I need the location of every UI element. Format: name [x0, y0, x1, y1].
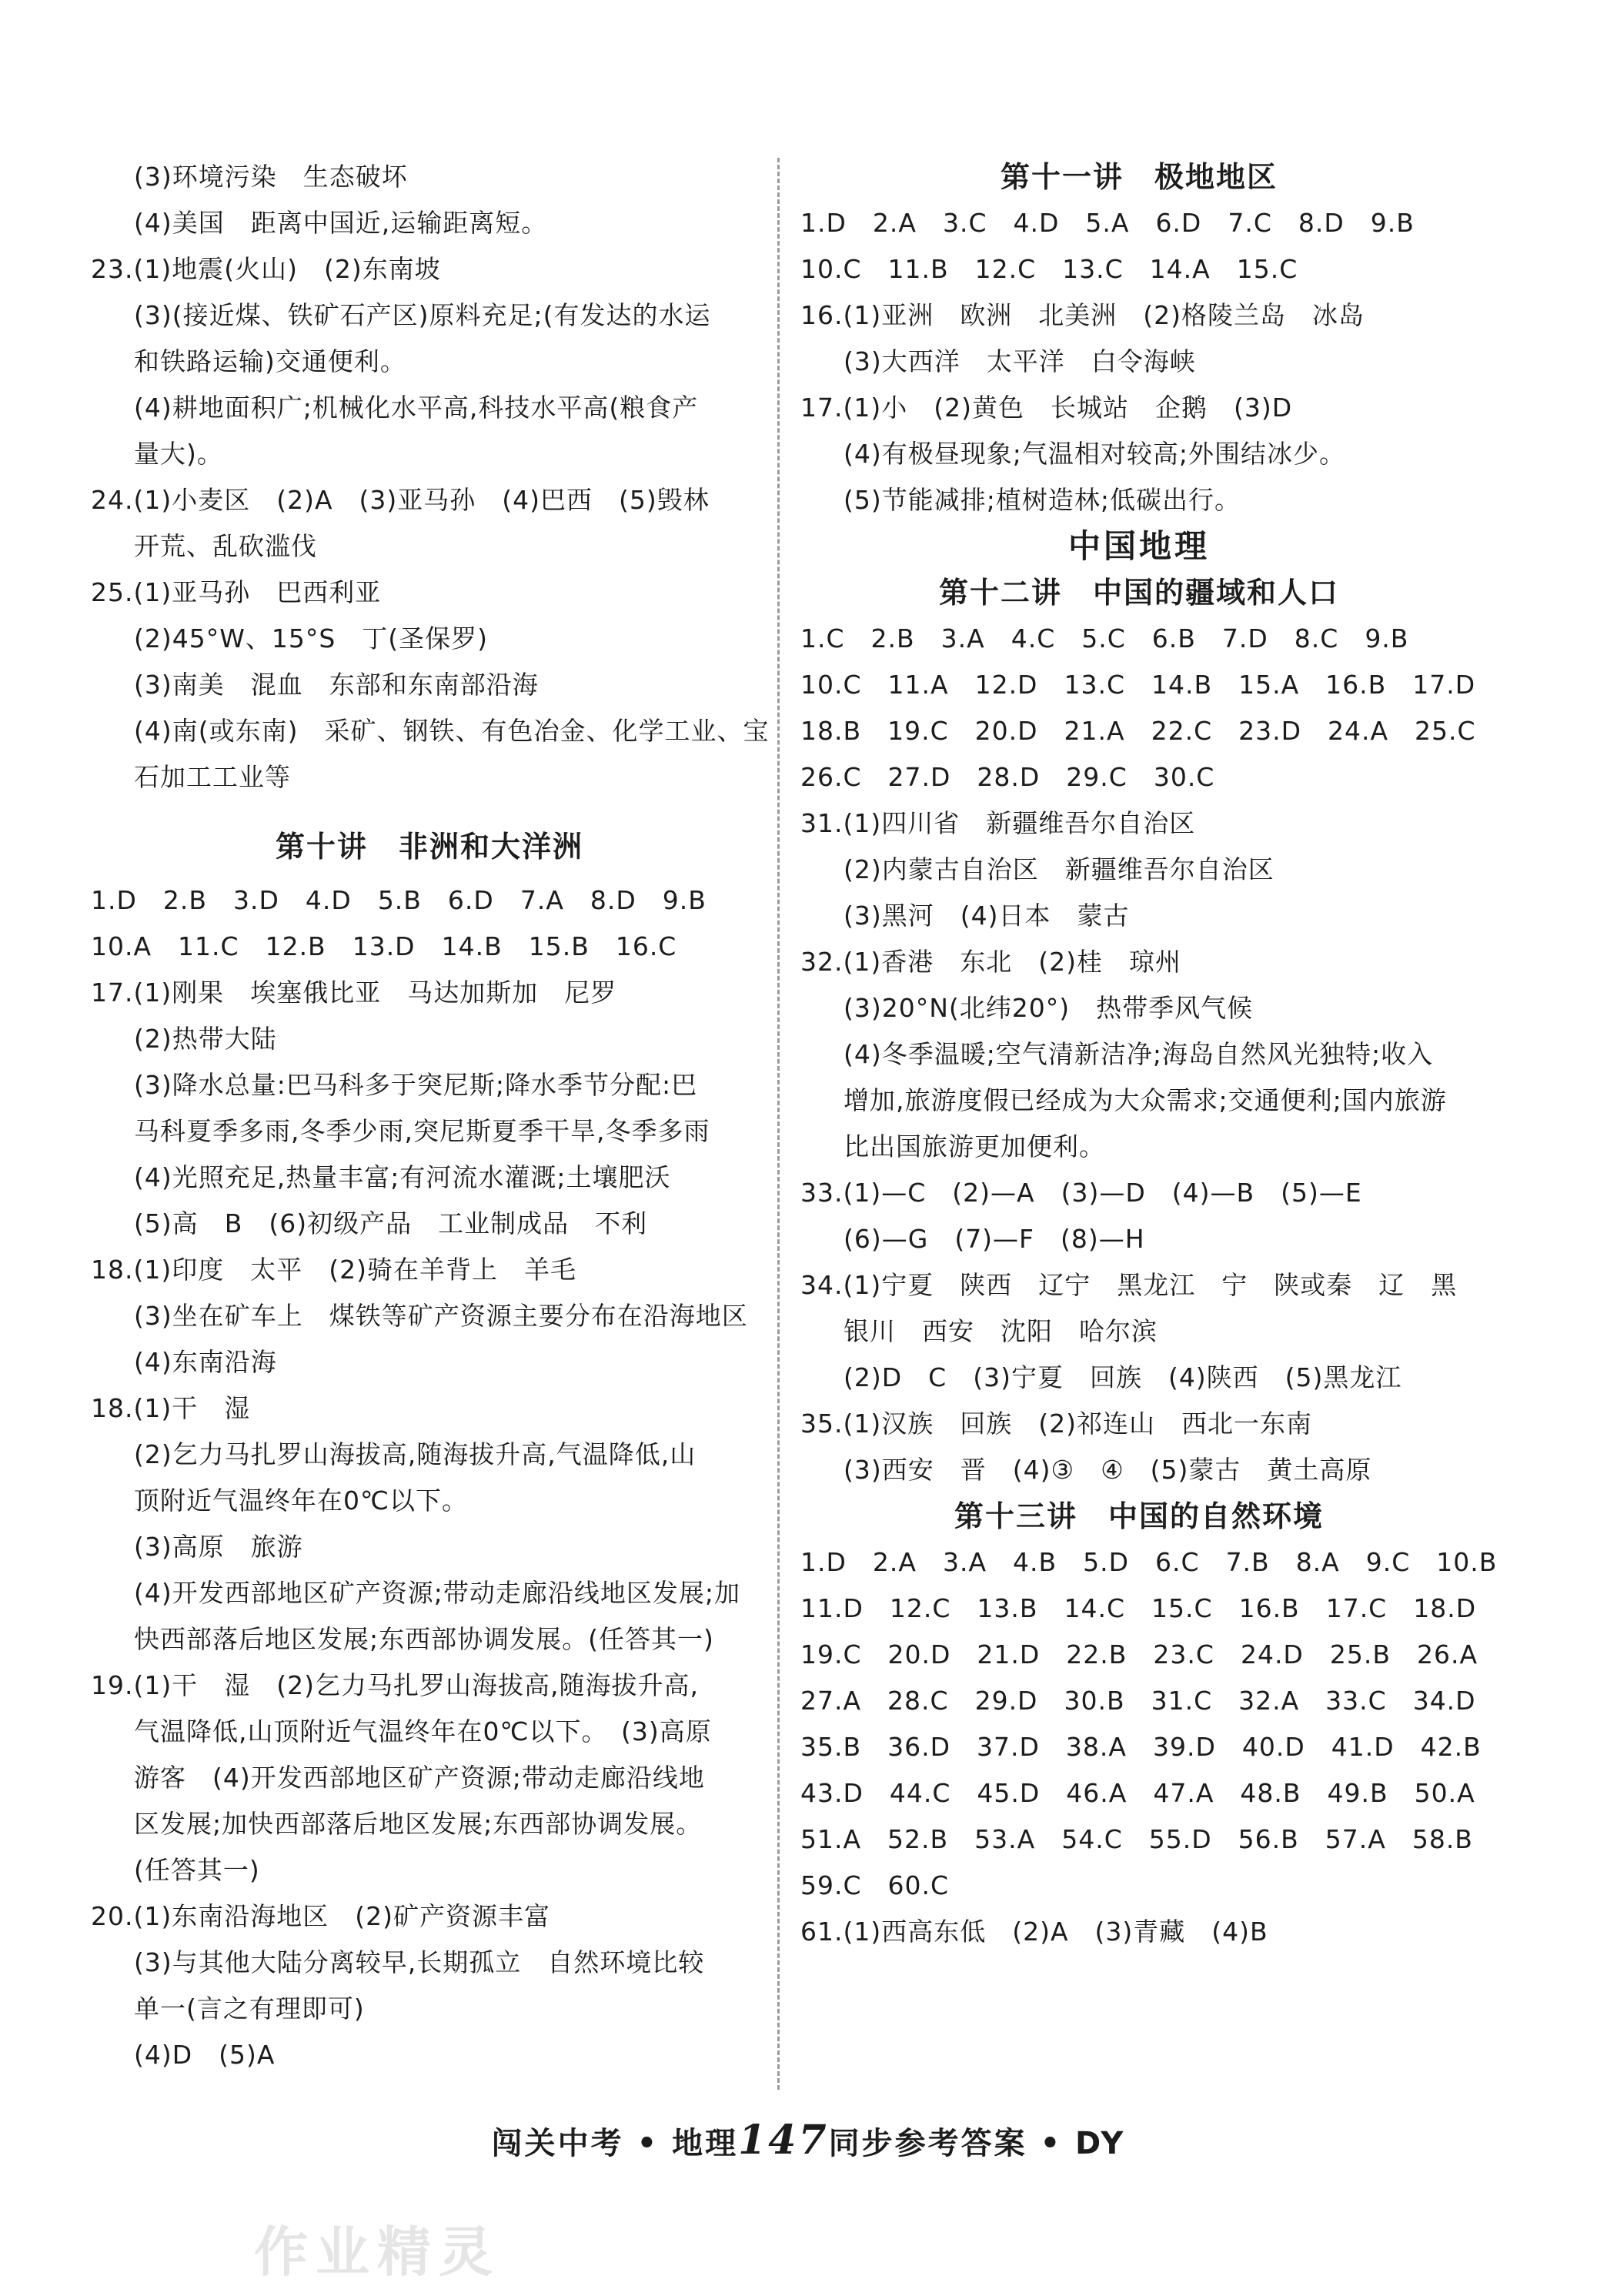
section-heading: 第十一讲 极地地区	[1000, 160, 1278, 194]
answer-line: (6)—G (7)—F (8)—H	[844, 1224, 1145, 1254]
answer-line: (2)D C (3)宁夏 回族 (4)陕西 (5)黑龙江	[844, 1362, 1402, 1392]
answer-line: (3)环境污染 生态破坏	[134, 162, 408, 192]
answer-line: 11.D 12.C 13.B 14.C 15.C 16.B 17.C 18.D	[800, 1593, 1477, 1623]
answer-line: (5)高 B (6)初级产品 工业制成品 不利	[134, 1208, 648, 1238]
answer-line: 区发展;加快西部落后地区发展;东西部协调发展。	[134, 1809, 703, 1839]
answer-line: 开荒、乱砍滥伐	[134, 531, 317, 561]
answer-line: (2)热带大陆	[134, 1024, 277, 1054]
answer-line: 马科夏季多雨,冬季少雨,突尼斯夏季干旱,冬季多雨	[134, 1116, 710, 1146]
answer-line: 20.(1)东南沿海地区 (2)矿产资源丰富	[91, 1901, 550, 1931]
answer-line: 1.D 2.A 3.C 4.D 5.A 6.D 7.C 8.D 9.B	[800, 208, 1415, 238]
page-footer	[0, 2117, 1617, 2164]
answer-line: 量大)。	[134, 439, 223, 469]
answer-line: 气温降低,山顶附近气温终年在0℃以下。 (3)高原	[134, 1716, 712, 1746]
answer-line: (4)耕地面积广;机械化水平高,科技水平高(粮食产	[134, 393, 699, 423]
page-number: 147	[738, 2117, 829, 2164]
answer-line: 24.(1)小麦区 (2)A (3)亚马孙 (4)巴西 (5)毁林	[91, 485, 710, 515]
answer-line: (3)20°N(北纬20°) 热带季风气候	[844, 993, 1254, 1023]
answer-line: 18.(1)印度 太平 (2)骑在羊背上 羊毛	[91, 1255, 576, 1285]
answer-line: 16.(1)亚洲 欧洲 北美洲 (2)格陵兰岛 冰岛	[800, 300, 1365, 330]
answer-line: 19.C 20.D 21.D 22.B 23.C 24.D 25.B 26.A	[800, 1639, 1478, 1669]
answer-line: (4)美国 距离中国近,运输距离短。	[134, 208, 548, 238]
answer-line: 34.(1)宁夏 陕西 辽宁 黑龙江 宁 陕或秦 辽 黑	[800, 1270, 1458, 1300]
answer-line: (2)乞力马扎罗山海拔高,随海拔升高,气温降低,山	[134, 1439, 697, 1469]
answer-line: 1.D 2.B 3.D 4.D 5.B 6.D 7.A 8.D 9.B	[91, 885, 707, 915]
answer-line: 18.(1)干 湿	[91, 1393, 251, 1423]
answer-line: 石加工工业等	[134, 762, 291, 792]
answer-line: (2)45°W、15°S 丁(圣保罗)	[134, 623, 489, 653]
answer-line: (4)东南沿海	[134, 1347, 277, 1377]
answer-line: 17.(1)小 (2)黄色 长城站 企鹅 (3)D	[800, 393, 1293, 423]
answer-line: (4)D (5)A	[134, 2040, 276, 2070]
answer-line: (3)西安 晋 (4)③ ④ (5)蒙古 黄土高原	[844, 1455, 1372, 1485]
section-heading: 第十讲 非洲和大洋洲	[275, 830, 583, 864]
right-column	[800, 154, 1498, 1955]
answer-line: 比出国旅游更加便利。	[844, 1131, 1105, 1161]
answer-line: 增加,旅游度假已经成为大众需求;交通便利;国内旅游	[844, 1085, 1447, 1115]
section-heading: 第十三讲 中国的自然环境	[954, 1499, 1324, 1533]
answer-line: 32.(1)香港 东北 (2)桂 琼州	[800, 947, 1181, 977]
answer-line: 1.C 2.B 3.A 4.C 5.C 6.B 7.D 8.C 9.B	[800, 623, 1409, 653]
answer-line: 35.(1)汉族 回族 (2)祁连山 西北一东南	[800, 1409, 1312, 1439]
answer-line: 19.(1)干 湿 (2)乞力马扎罗山海拔高,随海拔升高,	[91, 1670, 699, 1700]
answer-line: (3)高原 旅游	[134, 1532, 303, 1562]
answer-line: (3)降水总量:巴马科多于突尼斯;降水季节分配:巴	[134, 1070, 698, 1100]
answer-line: (4)冬季温暖;空气清新洁净;海岛自然风光独特;收入	[844, 1039, 1434, 1069]
answer-line: (任答其一)	[134, 1855, 260, 1885]
footer-prefix: 闯关中考 • 地理	[491, 2126, 739, 2161]
answer-line: 10.A 11.C 12.B 13.D 14.B 15.B 16.C	[91, 931, 677, 961]
left-column	[91, 154, 768, 2078]
answer-line: 1.D 2.A 3.A 4.B 5.D 6.C 7.B 8.A 9.C 10.B	[800, 1547, 1498, 1577]
watermark: 作业精灵	[254, 2221, 500, 2284]
answer-line: 游客 (4)开发西部地区矿产资源;带动走廊沿线地	[134, 1763, 705, 1793]
answer-line: (5)节能减排;植树造林;低碳出行。	[844, 485, 1241, 515]
column-divider	[777, 158, 780, 2090]
answer-line: (3)黑河 (4)日本 蒙古	[844, 901, 1130, 931]
answer-line: (2)内蒙古自治区 新疆维吾尔自治区	[844, 854, 1275, 884]
footer-suffix: 同步参考答案 • DY	[828, 2126, 1126, 2161]
answer-line: 顶附近气温终年在0℃以下。	[134, 1486, 469, 1516]
answer-line: (3)南美 混血 东部和东南部沿海	[134, 670, 539, 700]
answer-line: 35.B 36.D 37.D 38.A 39.D 40.D 41.D 42.B	[800, 1732, 1482, 1762]
answer-line: 23.(1)地震(火山) (2)东南坡	[91, 254, 441, 284]
answer-line: 27.A 28.C 29.D 30.B 31.C 32.A 33.C 34.D	[800, 1686, 1476, 1716]
answer-line: (4)有极昼现象;气温相对较高;外围结冰少。	[844, 439, 1345, 469]
answer-line: (3)大西洋 太平洋 白令海峡	[844, 346, 1196, 376]
answer-line: 银川 西安 沈阳 哈尔滨	[844, 1316, 1158, 1346]
answer-line: 单一(言之有理即可)	[134, 1994, 365, 2024]
answer-line: 31.(1)四川省 新疆维吾尔自治区	[800, 808, 1196, 838]
answer-line: 18.B 19.C 20.D 21.A 22.C 23.D 24.A 25.C	[800, 716, 1476, 746]
section-heading: 第十二讲 中国的疆域和人口	[938, 576, 1339, 610]
answer-line: 快西部落后地区发展;东西部协调发展。(任答其一)	[134, 1624, 714, 1654]
answer-line: 51.A 52.B 53.A 54.C 55.D 56.B 57.A 58.B	[800, 1824, 1473, 1854]
answer-line: (3)坐在矿车上 煤铁等矿产资源主要分布在沿海地区	[134, 1301, 748, 1331]
answer-line: 33.(1)—C (2)—A (3)—D (4)—B (5)—E	[800, 1178, 1362, 1208]
answer-line: 25.(1)亚马孙 巴西利亚	[91, 577, 382, 607]
answer-line: (4)光照充足,热量丰富;有河流水灌溉;土壤肥沃	[134, 1162, 671, 1192]
answer-line: (4)南(或东南) 采矿、钢铁、有色冶金、化学工业、宝	[134, 716, 770, 746]
answer-line: (4)开发西部地区矿产资源;带动走廊沿线地区发展;加	[134, 1578, 740, 1608]
answer-line: 10.C 11.B 12.C 13.C 14.A 15.C	[800, 254, 1298, 284]
answer-line: (3)与其他大陆分离较早,长期孤立 自然环境比较	[134, 1947, 705, 1977]
answer-line: 和铁路运输)交通便利。	[134, 346, 406, 376]
answer-line: 43.D 44.C 45.D 46.A 47.A 48.B 49.B 50.A	[800, 1778, 1475, 1808]
answer-line: 26.C 27.D 28.D 29.C 30.C	[800, 762, 1215, 792]
answer-line: 59.C 60.C	[800, 1870, 950, 1900]
answer-line: 10.C 11.A 12.D 13.C 14.B 15.A 16.B 17.D	[800, 670, 1476, 700]
answer-line: 17.(1)刚果 埃塞俄比亚 马达加斯加 尼罗	[91, 978, 617, 1008]
section-heading: 中国地理	[1067, 527, 1210, 565]
answer-line: 61.(1)西高东低 (2)A (3)青藏 (4)B	[800, 1917, 1268, 1947]
answer-line: (3)(接近煤、铁矿石产区)原料充足;(有发达的水运	[134, 300, 711, 330]
